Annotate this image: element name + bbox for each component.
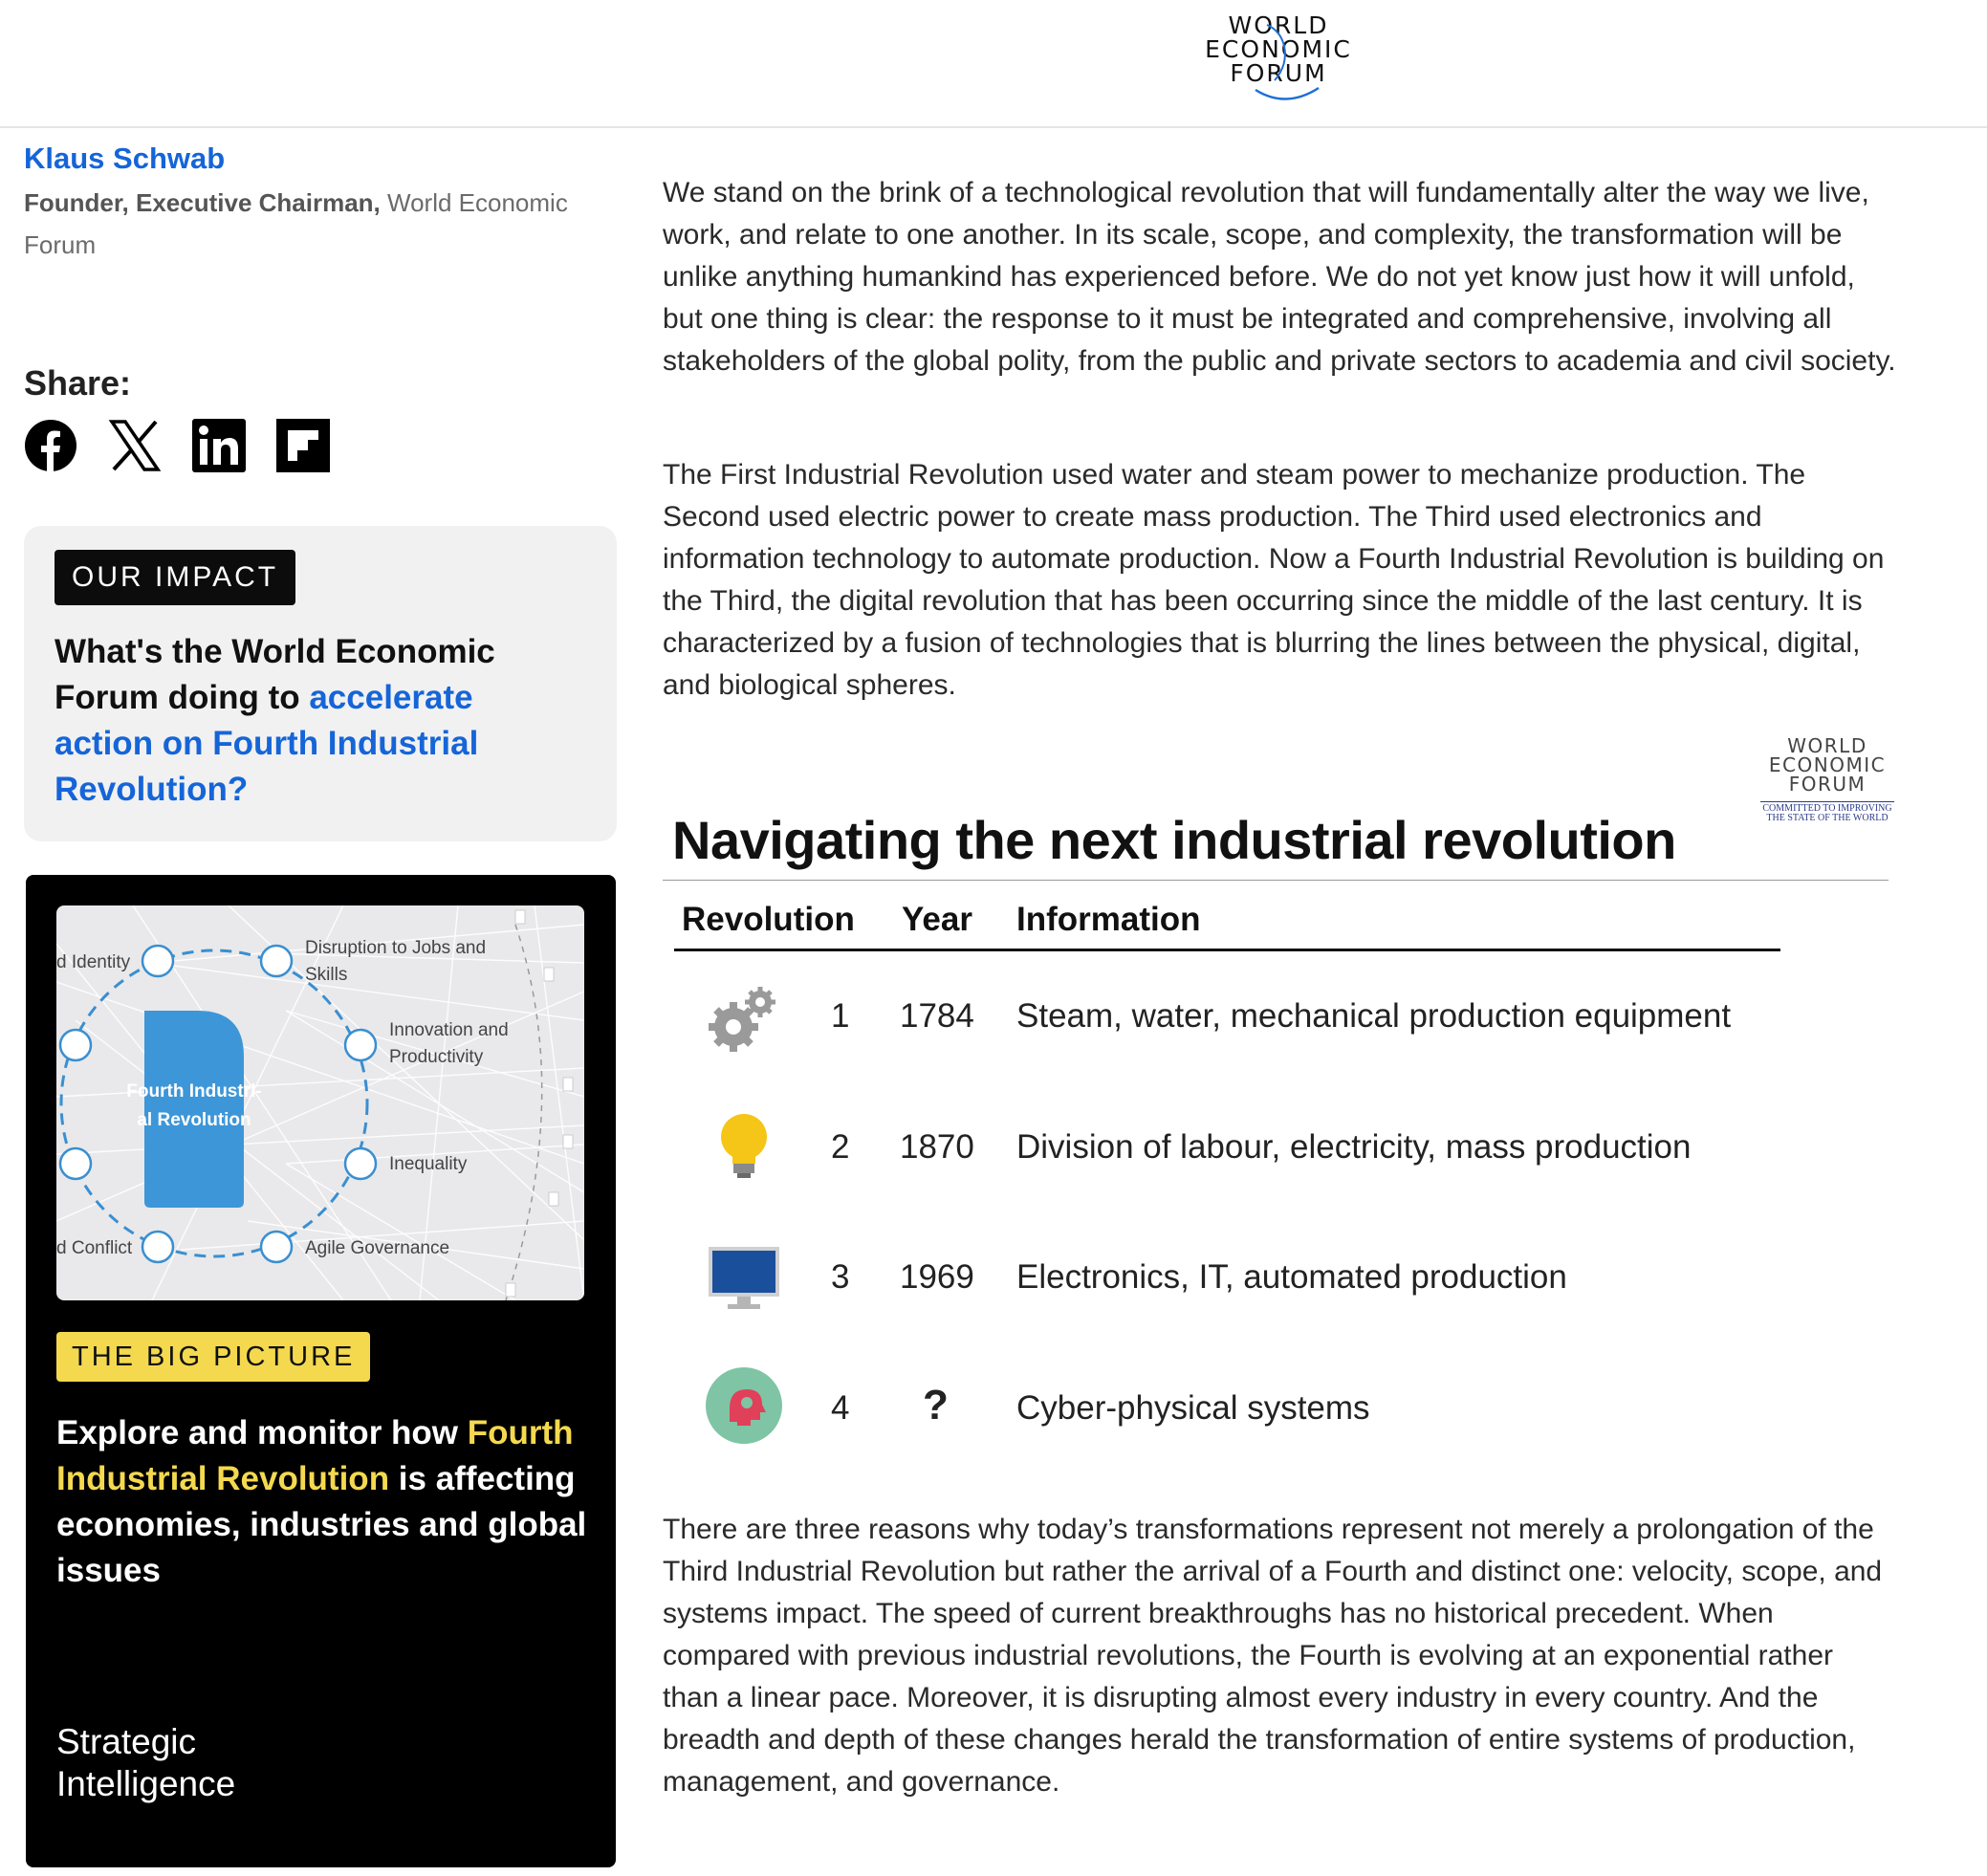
row-1-num: 1 [831,997,850,1035]
big-picture-text [56,1410,592,1594]
diagram-label-identity: d Identity [56,952,131,972]
infographic-logo-sub: COMMITTED TO IMPROVING THE STATE OF THE WORLD [1760,801,1894,823]
author-role-title: Founder, Executive Chairman, [24,188,381,217]
diagram-label-innovation-2: Productivity [389,1047,484,1067]
big-picture-text-pre: Explore and monitor how [56,1414,468,1451]
impact-text-plain: What's the World Economic Forum doing to [55,633,495,716]
brain-icon [701,1363,787,1449]
author-name[interactable]: Klaus Schwab [24,142,226,175]
impact-tag: OUR IMPACT [55,550,295,605]
row-3-year: 1969 [900,1258,974,1296]
infographic-logo-line-1: WORLD [1787,734,1867,757]
header-information: Information [1016,901,1201,938]
row-4-info: Cyber-physical systems [1016,1389,1370,1427]
row-1-year: 1784 [900,997,974,1035]
big-picture-highlight[interactable]: Fourth Industrial Revolution [56,1414,574,1497]
diagram-label-jobs: Disruption to Jobs and [305,938,487,958]
linkedin-icon[interactable] [192,419,246,472]
impact-card[interactable] [24,526,617,841]
intelligence-word: Intelligence [56,1764,236,1803]
share-label: Share: [24,363,132,403]
facebook-icon[interactable] [24,419,77,472]
row-2-num: 2 [831,1128,850,1166]
wef-logo[interactable] [1200,13,1357,85]
share-row [24,419,617,472]
infographic-wef-logo [1760,736,1894,823]
diagram-center-label-1: Fourth Industri- [126,1081,262,1102]
big-picture-diagram[interactable] [56,905,584,1300]
infographic-title-rule [663,880,1889,881]
logo-line-3: FORUM [1230,59,1327,87]
row-2-year: 1870 [900,1128,974,1166]
row-2-info: Division of labour, electricity, mass production [1016,1128,1692,1166]
impact-text [55,629,571,813]
impact-link[interactable]: accelerate action on Fourth Industrial Revolution? [55,679,479,808]
diagram-label-conflict: d Conflict [56,1238,133,1258]
big-picture-text-post: is affecting economies, industries and global issues [56,1460,587,1589]
x-icon[interactable] [108,419,162,472]
diagram-label-innovation: Innovation and [389,1020,509,1040]
article-paragraph-1: We stand on the brink of a technological revolution that will fundamentally alter the way we live, work, and relate to one another. In its scale, scope, and complexity, the transformation will be unlike anything humankind has experienced before. We do not yet know just how it will unfold, but one thing is clear: the response to it must be integrated and comprehensive, involving all stakeholders of the global polity, from the public and private sectors to academia and civil society. [663,177,1896,377]
infographic-title: Navigating the next industrial revolution [672,810,1676,870]
header-revolution: Revolution [682,901,855,938]
row-4-year: ? [923,1382,949,1429]
infographic [663,736,1896,1482]
lightbulb-icon [701,1104,787,1190]
infographic-logo-line-3: FORUM [1788,773,1867,796]
header-rule [674,949,1780,951]
row-1-info: Steam, water, mechanical production equipment [1016,997,1732,1035]
gears-icon [701,975,787,1061]
big-picture-card[interactable] [26,875,616,1867]
logo-line-2: ECONOMIC [1205,35,1352,63]
row-3-num: 3 [831,1258,850,1296]
infographic-logo-line-2: ECONOMIC [1768,753,1887,776]
logo-swoosh-icon [1200,13,1357,109]
header-year: Year [902,901,972,938]
author-role [24,182,617,266]
logo-line-1: WORLD [1228,11,1329,39]
row-3-info: Electronics, IT, automated production [1016,1258,1567,1296]
strategic-intelligence-label [56,1721,235,1805]
diagram-label-inequality: Inequality [389,1154,468,1174]
flipboard-icon[interactable] [276,419,330,472]
big-picture-tag: THE BIG PICTURE [56,1332,370,1382]
article-paragraph-2: The First Industrial Revolution used water and steam power to mechanize production. The Second used electric power to create mass production. The Third used electronics and information technology to automate production. Now a Fourth Industrial Revolution is building on the Third, the digital revolution that has been occurring since the middle of the last century. It is characterized by a fusion of technologies that is blurring the lines between the physical, digital, and biological spheres. [663,459,1885,701]
strategic-word: Strategic [56,1722,197,1761]
diagram-center-label-2: al Revolution [137,1110,251,1130]
diagram-label-governance: Agile Governance [305,1238,450,1258]
article-paragraph-3: There are three reasons why today’s transformations represent not merely a prolongation of the Third Industrial Revolution but rather the arrival of a Fourth and distinct one: velocity, scope, and systems impact. The speed of current breakthroughs has no historical precedent. When compared with previous industrial revolutions, the Fourth is evolving at an exponential rather than a linear pace. Moreover, it is disrupting almost every industry in every country. And the breadth and depth of these changes herald the transformation of entire systems of production, management, and governance. [663,1514,1883,1798]
author-role-org: World Economic Forum [24,188,568,259]
diagram-label-jobs-2: Skills [305,965,348,985]
site-header [0,0,1987,128]
monitor-icon [701,1235,787,1321]
row-4-num: 4 [831,1389,850,1427]
sidebar [24,142,617,472]
